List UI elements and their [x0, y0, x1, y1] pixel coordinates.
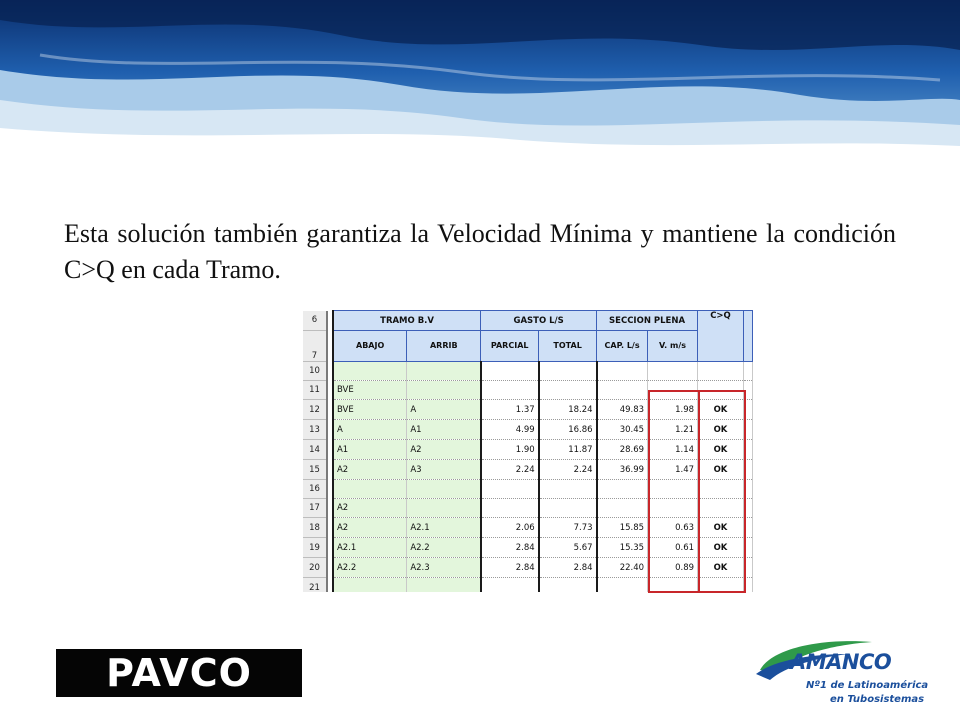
- cell-abajo[interactable]: A2: [333, 518, 407, 538]
- cell-abajo[interactable]: A2: [333, 460, 407, 480]
- cell-parcial[interactable]: 2.06: [481, 518, 539, 538]
- cell-total[interactable]: 16.86: [539, 420, 597, 440]
- cell-abajo[interactable]: A2: [333, 499, 407, 518]
- cell-velocidad[interactable]: 1.98: [648, 400, 698, 420]
- cell-parcial[interactable]: [481, 381, 539, 400]
- cell-capacidad[interactable]: [597, 381, 648, 400]
- cell-capacidad[interactable]: [597, 499, 648, 518]
- cell-parcial[interactable]: [481, 499, 539, 518]
- cell-parcial[interactable]: 1.37: [481, 400, 539, 420]
- cell-abajo[interactable]: BVE: [333, 400, 407, 420]
- body-paragraph: Esta solución también garantiza la Velocidad Mínima y mantiene la condición C>Q en cada Tramo.: [64, 219, 896, 284]
- cell-velocidad[interactable]: [648, 362, 698, 381]
- cell-total[interactable]: 2.24: [539, 460, 597, 480]
- cell-c-q-status[interactable]: OK: [698, 558, 744, 578]
- cell-abajo[interactable]: [333, 578, 407, 593]
- cell-arrib[interactable]: A2.3: [407, 558, 481, 578]
- cell-velocidad[interactable]: 1.47: [648, 460, 698, 480]
- header-water-banner: [0, 0, 960, 160]
- header-arrib: ARRIB: [407, 331, 481, 362]
- cell-parcial[interactable]: [481, 362, 539, 381]
- cell-parcial[interactable]: 1.90: [481, 440, 539, 460]
- cell-total[interactable]: [539, 381, 597, 400]
- cell-c-q-status[interactable]: OK: [698, 538, 744, 558]
- cell-arrib[interactable]: [407, 499, 481, 518]
- cell-abajo[interactable]: BVE: [333, 381, 407, 400]
- cell-capacidad[interactable]: [597, 480, 648, 499]
- cell-parcial[interactable]: 2.84: [481, 558, 539, 578]
- cell-capacidad[interactable]: 22.40: [597, 558, 648, 578]
- row-number[interactable]: 20: [303, 558, 327, 578]
- cell-capacidad[interactable]: 15.85: [597, 518, 648, 538]
- row-number[interactable]: 16: [303, 480, 327, 499]
- cell-capacidad[interactable]: 15.35: [597, 538, 648, 558]
- cell-total[interactable]: [539, 499, 597, 518]
- header-abajo: ABAJO: [333, 331, 407, 362]
- cell-parcial[interactable]: 2.84: [481, 538, 539, 558]
- cell-arrib[interactable]: [407, 362, 481, 381]
- cell-c-q-status[interactable]: OK: [698, 420, 744, 440]
- cell-abajo[interactable]: A2.1: [333, 538, 407, 558]
- header-tramo: TRAMO B.V: [333, 311, 481, 331]
- cell-parcial[interactable]: [481, 578, 539, 593]
- row-number[interactable]: 15: [303, 460, 327, 480]
- cell-abajo[interactable]: A1: [333, 440, 407, 460]
- row-number[interactable]: 18: [303, 518, 327, 538]
- amanco-tagline-2: en Tubosistemas: [830, 694, 925, 705]
- cell-capacidad[interactable]: 49.83: [597, 400, 648, 420]
- cell-capacidad[interactable]: 30.45: [597, 420, 648, 440]
- cell-total[interactable]: 5.67: [539, 538, 597, 558]
- row-number[interactable]: 19: [303, 538, 327, 558]
- header-parcial: PARCIAL: [481, 331, 539, 362]
- cell-arrib[interactable]: [407, 381, 481, 400]
- amanco-logo-text: AMANCO: [790, 650, 892, 674]
- pavco-logo-text: PAVCO: [106, 651, 252, 695]
- amanco-tagline-1: Nº1 de Latinoamérica: [806, 680, 929, 691]
- cell-capacidad[interactable]: 36.99: [597, 460, 648, 480]
- cell-c-q-status[interactable]: [698, 362, 744, 381]
- header-seccion-plena: SECCION PLENA: [597, 311, 698, 331]
- row-number[interactable]: 14: [303, 440, 327, 460]
- cell-c-q-status[interactable]: OK: [698, 440, 744, 460]
- cell-capacidad[interactable]: [597, 578, 648, 593]
- cell-c-q-status[interactable]: OK: [698, 460, 744, 480]
- cell-total[interactable]: [539, 362, 597, 381]
- table-row: [303, 362, 753, 381]
- row-number[interactable]: 7: [303, 331, 327, 362]
- cell-total[interactable]: 7.73: [539, 518, 597, 538]
- cell-parcial[interactable]: 2.24: [481, 460, 539, 480]
- water-wave-graphic: [0, 0, 960, 160]
- cell-arrib[interactable]: A2.2: [407, 538, 481, 558]
- cell-arrib[interactable]: [407, 480, 481, 499]
- header-cap: CAP. L/s: [597, 331, 648, 362]
- cell-total[interactable]: [539, 480, 597, 499]
- cell-abajo[interactable]: [333, 362, 407, 381]
- header-c-q: C>Q: [698, 311, 744, 362]
- cell-total[interactable]: 18.24: [539, 400, 597, 420]
- row-number[interactable]: 13: [303, 420, 327, 440]
- cell-total[interactable]: 2.84: [539, 558, 597, 578]
- cell-arrib[interactable]: A2: [407, 440, 481, 460]
- cell-c-q-status[interactable]: OK: [698, 518, 744, 538]
- cell-arrib[interactable]: A2.1: [407, 518, 481, 538]
- cell-abajo[interactable]: A: [333, 420, 407, 440]
- cell-capacidad[interactable]: [597, 362, 648, 381]
- row-number[interactable]: 17: [303, 499, 327, 518]
- header-velocidad: V. m/s: [648, 331, 698, 362]
- cell-velocidad[interactable]: 0.89: [648, 558, 698, 578]
- cell-c-q-status[interactable]: OK: [698, 400, 744, 420]
- cq-highlight-box: [698, 390, 746, 593]
- cell-arrib[interactable]: A3: [407, 460, 481, 480]
- header-gasto: GASTO L/S: [481, 311, 597, 331]
- row-number[interactable]: 6: [303, 311, 327, 331]
- cell-abajo[interactable]: [333, 480, 407, 499]
- velocity-highlight-box: [648, 390, 700, 593]
- cell-arrib[interactable]: A1: [407, 420, 481, 440]
- pavco-logo: [56, 649, 302, 697]
- cell-capacidad[interactable]: 28.69: [597, 440, 648, 460]
- row-number[interactable]: 11: [303, 381, 327, 400]
- cell-velocidad[interactable]: 1.14: [648, 440, 698, 460]
- cell-abajo[interactable]: A2.2: [333, 558, 407, 578]
- cell-arrib[interactable]: [407, 578, 481, 593]
- row-number[interactable]: 10: [303, 362, 327, 381]
- cell-total[interactable]: [539, 578, 597, 593]
- row-number[interactable]: 12: [303, 400, 327, 420]
- cell-parcial[interactable]: 4.99: [481, 420, 539, 440]
- cell-total[interactable]: 11.87: [539, 440, 597, 460]
- cell-parcial[interactable]: [481, 480, 539, 499]
- cell-velocidad[interactable]: 0.61: [648, 538, 698, 558]
- row-number[interactable]: 21: [303, 578, 327, 593]
- cell-arrib[interactable]: A: [407, 400, 481, 420]
- header-total: TOTAL: [539, 331, 597, 362]
- cell-velocidad[interactable]: 0.63: [648, 518, 698, 538]
- cell-velocidad[interactable]: 1.21: [648, 420, 698, 440]
